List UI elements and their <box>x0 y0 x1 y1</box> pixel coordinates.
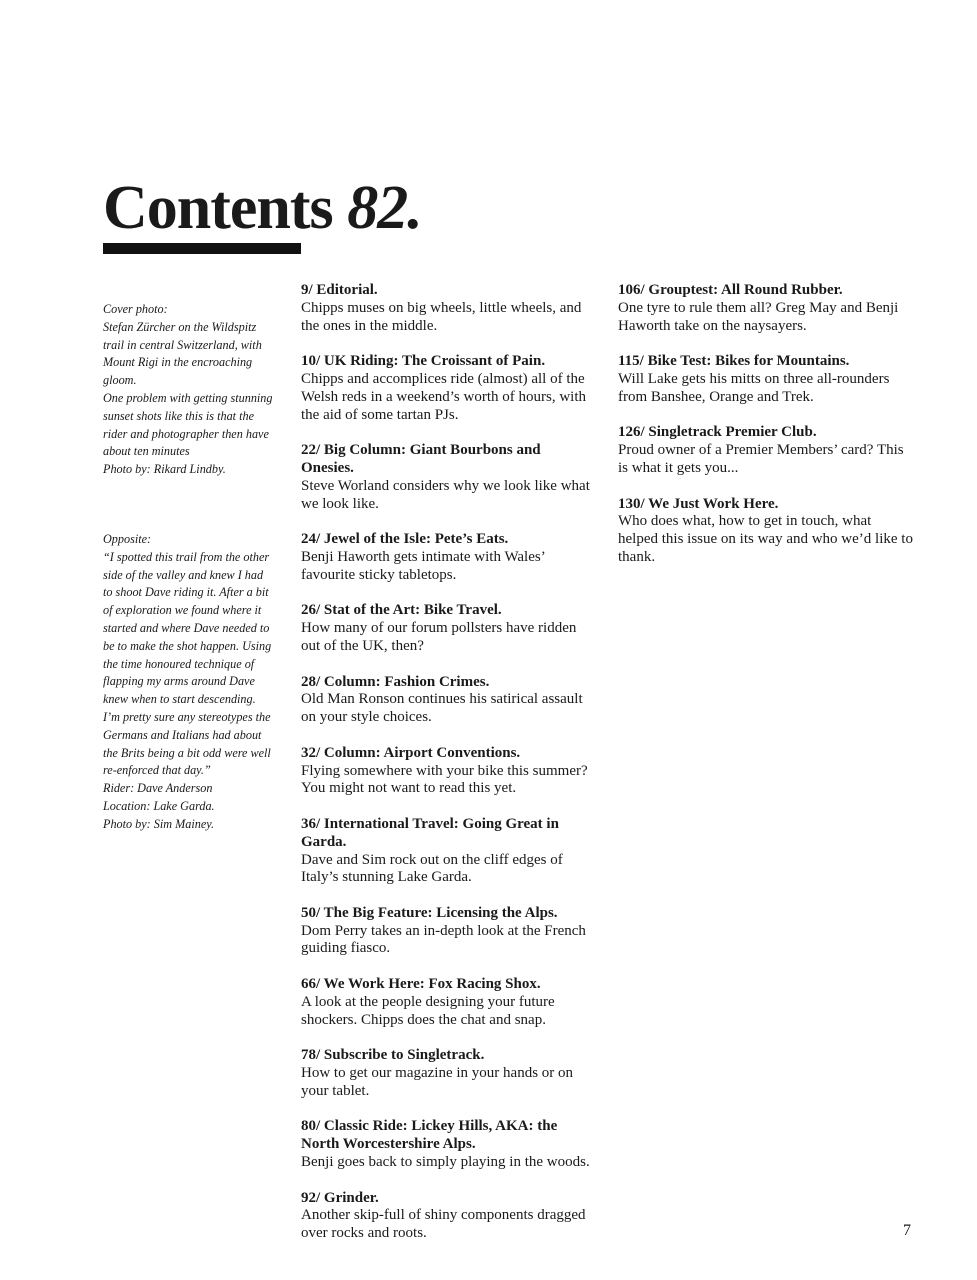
caption-line: Stefan Zürcher on the Wildspitz trail in central Switzerland, with Mount Rigi in the encroaching gloom. <box>103 319 262 388</box>
entry-description: Proud owner of a Premier Members’ card? This is what it gets you... <box>618 442 904 476</box>
entry-description: Chipps and accomplices ride (almost) all of the Welsh reds in a weekend’s worth of hours, with the aid of some tartan PJs. <box>301 370 586 423</box>
entry-title: 78/ Subscribe to Singletrack. <box>301 1047 485 1064</box>
entry-title: 126/ Singletrack Premier Club. <box>618 424 817 441</box>
contents-entry[interactable] <box>301 353 596 424</box>
cover-photo-caption <box>103 301 273 479</box>
entry-description: Another skip-full of shiny components dragged over rocks and roots. <box>301 1207 586 1242</box>
contents-entry[interactable] <box>301 816 596 887</box>
issue-number: 82. <box>347 174 422 242</box>
entry-title: 92/ Grinder. <box>301 1189 379 1206</box>
contents-entry[interactable] <box>301 1047 596 1100</box>
entry-description: One tyre to rule them all? Greg May and Benji Haworth take on the naysayers. <box>618 299 899 334</box>
entry-title: 22/ Big Column: Giant Bourbons and Onesies. <box>301 442 541 476</box>
entry-description: Benji Haworth gets intimate with Wales’ favourite sticky tabletops. <box>301 548 545 583</box>
entry-title: 80/ Classic Ride: Lickey Hills, AKA: the North Worcestershire Alps. <box>301 1118 558 1153</box>
entry-description: Dave and Sim rock out on the cliff edges of Italy’s stunning Lake Garda. <box>301 851 563 886</box>
entry-title: 50/ The Big Feature: Licensing the Alps. <box>301 904 558 921</box>
contents-entry[interactable] <box>301 745 596 798</box>
page-title <box>103 168 422 248</box>
entry-description: Chipps muses on big wheels, little wheels, and the ones in the middle. <box>301 299 582 334</box>
contents-entry[interactable] <box>301 282 596 335</box>
entry-description: A look at the people designing your future shockers. Chipps does the chat and snap. <box>301 993 555 1028</box>
entry-description: Will Lake gets his mitts on three all-rounders from Banshee, Orange and Trek. <box>618 370 890 405</box>
entry-title: 115/ Bike Test: Bikes for Mountains. <box>618 353 850 370</box>
contents-entry[interactable] <box>301 976 596 1029</box>
entry-title: 36/ International Travel: Going Great in Garda. <box>301 815 559 850</box>
contents-entry[interactable] <box>618 282 913 335</box>
contents-entry[interactable] <box>301 1118 596 1171</box>
entry-title: 28/ Column: Fashion Crimes. <box>301 673 490 690</box>
entry-description: Old Man Ronson continues his satirical assault on your style choices. <box>301 691 583 726</box>
caption-line: Photo by: Rikard Lindby. <box>103 462 226 477</box>
contents-entry[interactable] <box>301 442 596 513</box>
entry-description: Who does what, how to get in touch, what helped this issue on its way and who we’d like to thank. <box>618 513 913 565</box>
contents-entry[interactable] <box>618 496 913 567</box>
entry-description: Dom Perry takes an in-depth look at the French guiding fiasco. <box>301 922 586 957</box>
contents-entry[interactable] <box>301 1190 596 1243</box>
contents-column-left <box>301 282 596 1261</box>
contents-entry[interactable] <box>618 424 913 477</box>
entry-title: 26/ Stat of the Art: Bike Travel. <box>301 602 502 619</box>
entry-description: How many of our forum pollsters have ridden out of the UK, then? <box>301 620 577 654</box>
entry-description: How to get our magazine in your hands or on your tablet. <box>301 1065 574 1099</box>
page-number: 7 <box>903 1222 911 1239</box>
entry-title: 130/ We Just Work Here. <box>618 495 779 512</box>
caption-line: Rider: Dave Anderson <box>103 781 213 796</box>
caption-line: “I spotted this trail from the other side of the valley and knew I had to shoot Dave riding it. After a bit of exploration we found where it started and where Dave needed to be to make the shot happen. Using the time honoured technique of flapping my arms around Dave knew when to start descending. I’m pretty sure any stereotypes the Germans and Italians had about the Brits being a bit odd were well re-enforced that day.” <box>103 549 272 778</box>
entry-title: 10/ UK Riding: The Croissant of Pain. <box>301 353 546 370</box>
contents-entry[interactable] <box>301 905 596 958</box>
caption-line: Location: Lake Garda. <box>103 798 215 813</box>
caption-line: Cover photo: <box>103 302 168 316</box>
opposite-photo-caption <box>103 531 273 834</box>
entry-title: 32/ Column: Airport Conventions. <box>301 744 521 761</box>
caption-line: One problem with getting stunning sunset shots like this is that the rider and photographer then have about ten minutes <box>103 390 273 459</box>
entry-description: Flying somewhere with your bike this summer? You might not want to read this yet. <box>301 762 588 797</box>
caption-line: Opposite: <box>103 532 152 546</box>
entry-title: 9/ Editorial. <box>301 282 378 298</box>
contents-entry[interactable] <box>618 353 913 406</box>
title-underline-bar <box>103 243 301 254</box>
contents-entry[interactable] <box>301 674 596 727</box>
entry-description: Steve Worland considers why we look like what we look like. <box>301 477 590 512</box>
contents-column-right <box>618 282 913 585</box>
caption-line: Photo by: Sim Mainey. <box>103 816 215 831</box>
entry-title: 106/ Grouptest: All Round Rubber. <box>618 282 843 298</box>
entry-title: 66/ We Work Here: Fox Racing Shox. <box>301 976 541 993</box>
entry-description: Benji goes back to simply playing in the woods. <box>301 1154 590 1171</box>
contents-entry[interactable] <box>301 602 596 655</box>
contents-entry[interactable] <box>301 531 596 584</box>
title-word: Contents <box>103 174 333 242</box>
entry-title: 24/ Jewel of the Isle: Pete’s Eats. <box>301 531 509 548</box>
